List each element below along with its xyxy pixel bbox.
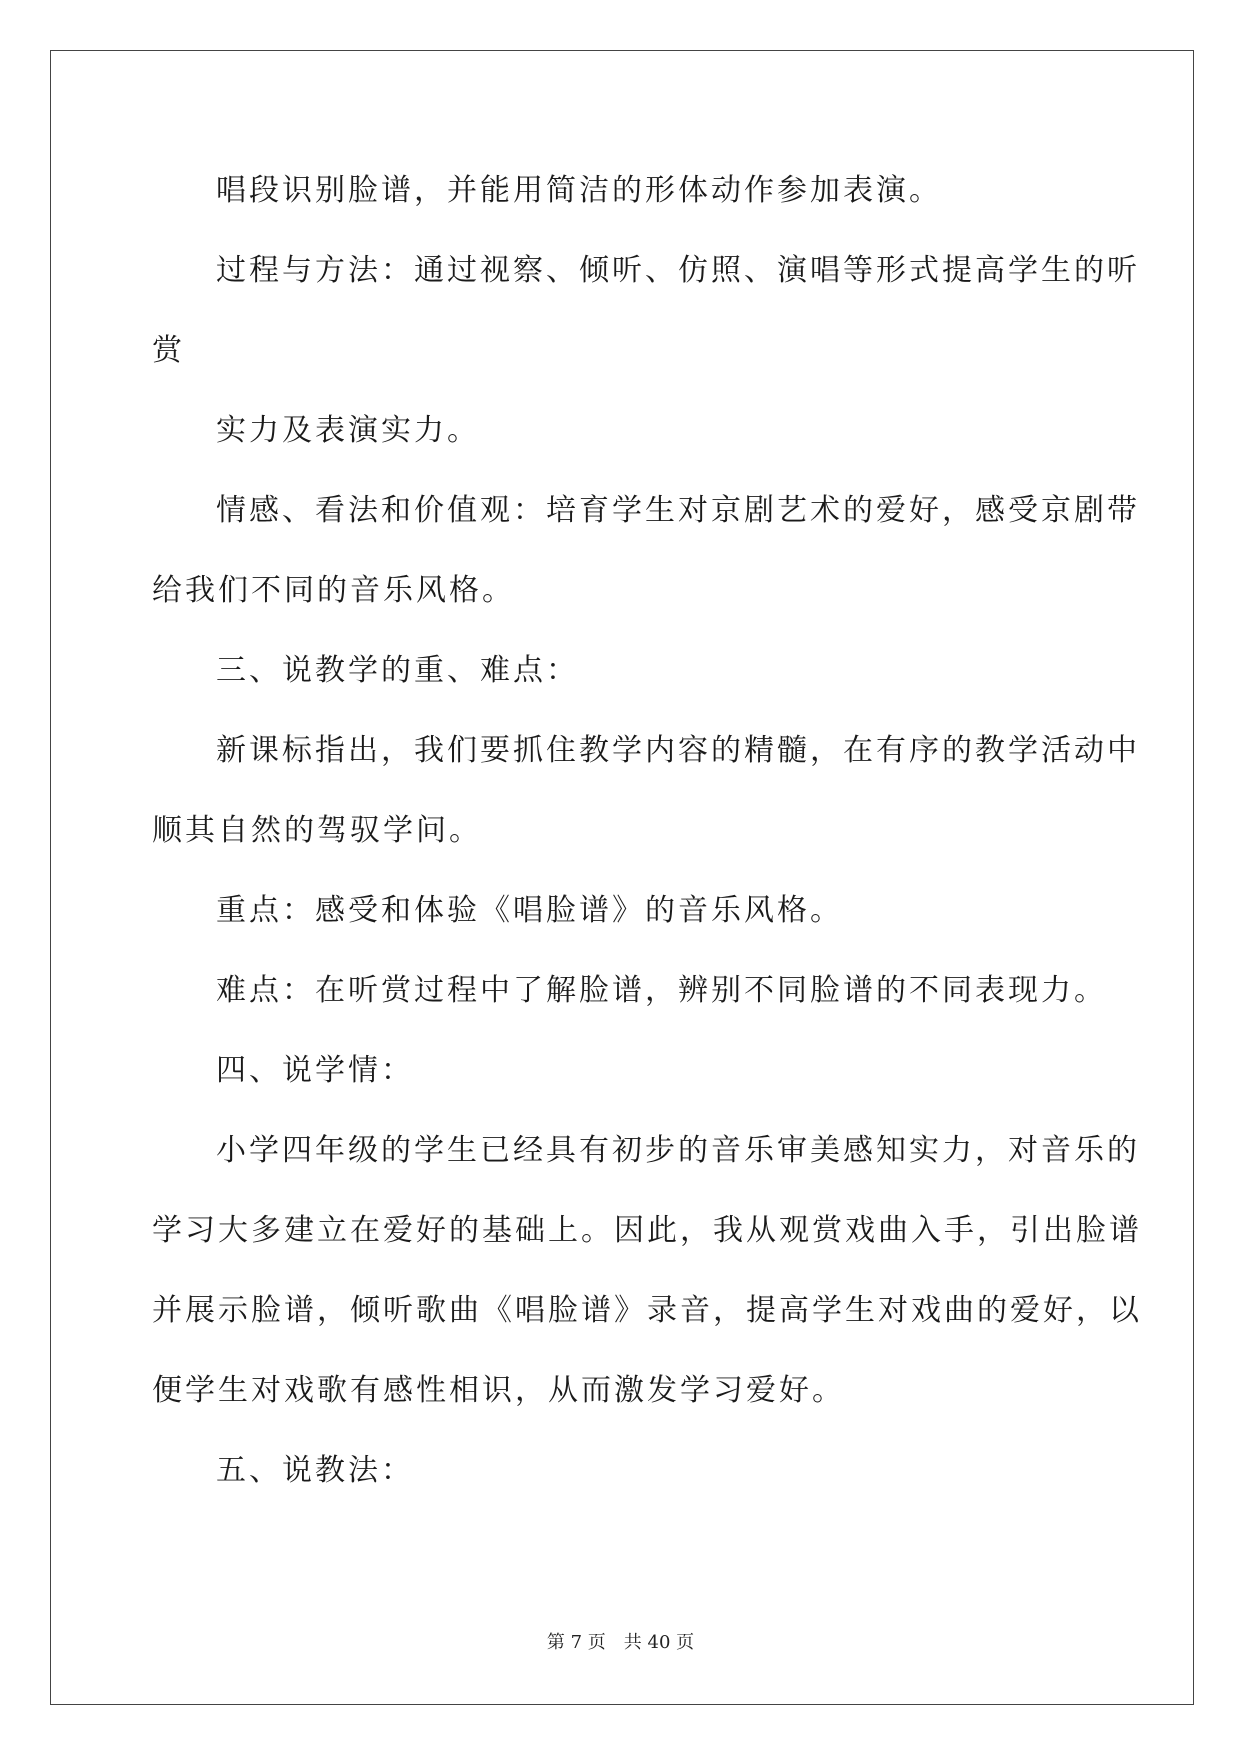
paragraph-line: 便学生对戏歌有感性相识，从而激发学习爱好。: [152, 1373, 845, 1408]
paragraph-line: 唱段识别脸谱，并能用简洁的形体动作参加表演。: [216, 173, 942, 208]
section-heading: 三、说教学的重、难点：: [216, 653, 579, 688]
paragraph-line: 给我们不同的音乐风格。: [152, 573, 515, 608]
paragraph-line: 重点：感受和体验《唱脸谱》的音乐风格。: [216, 893, 843, 928]
paragraph-line: 情感、看法和价值观：培育学生对京剧艺术的爱好，感受京剧带: [216, 493, 1140, 528]
paragraph-line: 赏: [152, 333, 185, 368]
section-heading: 四、说学情：: [216, 1053, 414, 1088]
paragraph-line: 并展示脸谱，倾听歌曲《唱脸谱》录音，提高学生对戏曲的爱好，以: [152, 1293, 1142, 1328]
paragraph-line: 难点：在听赏过程中了解脸谱，辨别不同脸谱的不同表现力。: [216, 973, 1107, 1008]
paragraph-line: 新课标指出，我们要抓住教学内容的精髓，在有序的教学活动中: [216, 733, 1140, 768]
paragraph-line: 小学四年级的学生已经具有初步的音乐审美感知实力，对音乐的: [216, 1133, 1140, 1168]
page-number-footer: 第 7 页 共 40 页: [546, 1632, 695, 1653]
paragraph-line: 学习大多建立在爱好的基础上。因此，我从观赏戏曲入手，引出脸谱: [152, 1213, 1142, 1248]
section-heading: 五、说教法：: [216, 1453, 414, 1488]
paragraph-line: 过程与方法：通过视察、倾听、仿照、演唱等形式提高学生的听: [216, 253, 1140, 288]
paragraph-line: 顺其自然的驾驭学问。: [152, 813, 482, 848]
paragraph-line: 实力及表演实力。: [216, 413, 480, 448]
